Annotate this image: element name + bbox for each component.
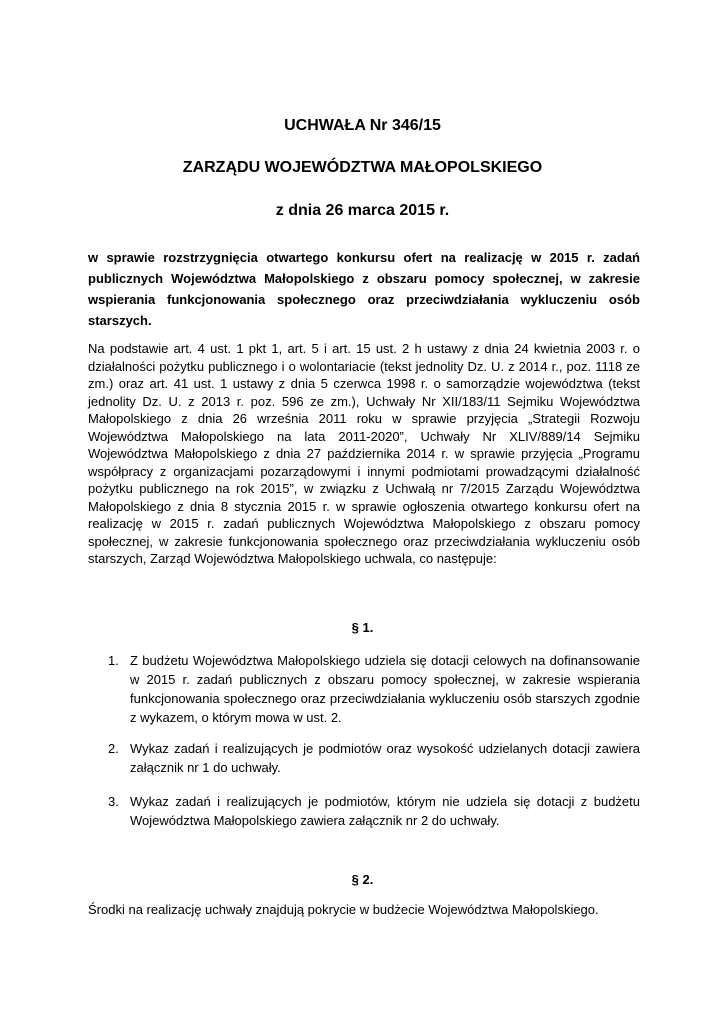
list-number: 2. — [108, 741, 119, 756]
list-item-text: Z budżetu Województwa Małopolskiego udziela się dotacji celowych na dofinansowanie w 2015 r. zadań publicznych z obszaru pomocy społecznej, w zakresie wspierania funkcjonowania społecznego oraz przeciwdziałania wykluczeniu osób starszych zgodnie z wykazem, o którym mowa w ust. 2. — [130, 653, 640, 725]
section-1-item-2 — [108, 739, 640, 777]
resolution-subject: w sprawie rozstrzygnięcia otwartego konkursu ofert na realizację w 2015 r. zadań publicznych Województwa Małopolskiego z obszaru pomocy społecznej, w zakresie wspierania funkcjonowania społecznego oraz przeciwdziałania wykluczeniu osób starszych. — [88, 250, 640, 328]
resolution-date: z dnia 26 marca 2015 r. — [275, 202, 450, 219]
resolution-title: UCHWAŁA Nr 346/15 — [284, 117, 441, 134]
resolution-issuer: ZARZĄDU WOJEWÓDZTWA MAŁOPOLSKIEGO — [182, 159, 543, 176]
section-2-mark: § 2. — [351, 872, 374, 887]
list-number: 3. — [108, 794, 119, 809]
section-1-mark: § 1. — [351, 620, 374, 635]
list-item-text: Wykaz zadań i realizujących je podmiotów oraz wysokość udzielanych dotacji zawiera załącznik nr 1 do uchwały. — [130, 741, 640, 775]
legal-basis: Na podstawie art. 4 ust. 1 pkt 1, art. 5 i art. 15 ust. 2 h ustawy z dnia 24 kwietnia 2003 r. o działalności pożytku publicznego i o wolontariacie (tekst jednolity Dz. U. z 2014 r., poz. 1118 ze zm.) oraz art. 41 ust. 1 ustawy z dnia 5 czerwca 1998 r. o samorządzie województwa (tekst jednolity Dz. U. z 2013 r. poz. 596 ze zm.), Uchwały Nr XII/183/11 Sejmiku Województwa Małopolskiego z dnia 26 września 2011 roku w sprawie przyjęcia „Strategii Rozwoju Województwa Małopolskiego na lata 2011-2020”, Uchwały Nr XLIV/889/14 Sejmiku Województwa Małopolskiego z dnia 27 października 2014 r. w sprawie przyjęcia „Programu współpracy z organizacjami pozarządowymi i innymi podmiotami prowadzącymi działalność pożytku publicznego na rok 2015”, w związku z Uchwałą nr 7/2015 Zarządu Województwa Małopolskiego z dnia 8 stycznia 2015 r. w sprawie ogłoszenia otwartego konkursu ofert na realizację w 2015 r. zadań publicznych Województwa Małopolskiego z obszaru pomocy społecznej, w zakresie funkcjonowania społecznego oraz przeciwdziałania wykluczeniu osób starszych, Zarząd Województwa Małopolskiego uchwala, co następuje: — [88, 341, 640, 566]
section-1-item-3 — [108, 792, 640, 830]
section-1-item-1 — [108, 651, 640, 727]
section-2-text: Środki na realizację uchwały znajdują pokrycie w budżecie Województwa Małopolskiego. — [88, 902, 599, 917]
list-number: 1. — [108, 653, 119, 668]
list-item-text: Wykaz zadań i realizujących je podmiotów, którym nie udziela się dotacji z budżetu Województwa Małopolskiego zawiera załącznik nr 2 do uchwały. — [130, 794, 640, 828]
